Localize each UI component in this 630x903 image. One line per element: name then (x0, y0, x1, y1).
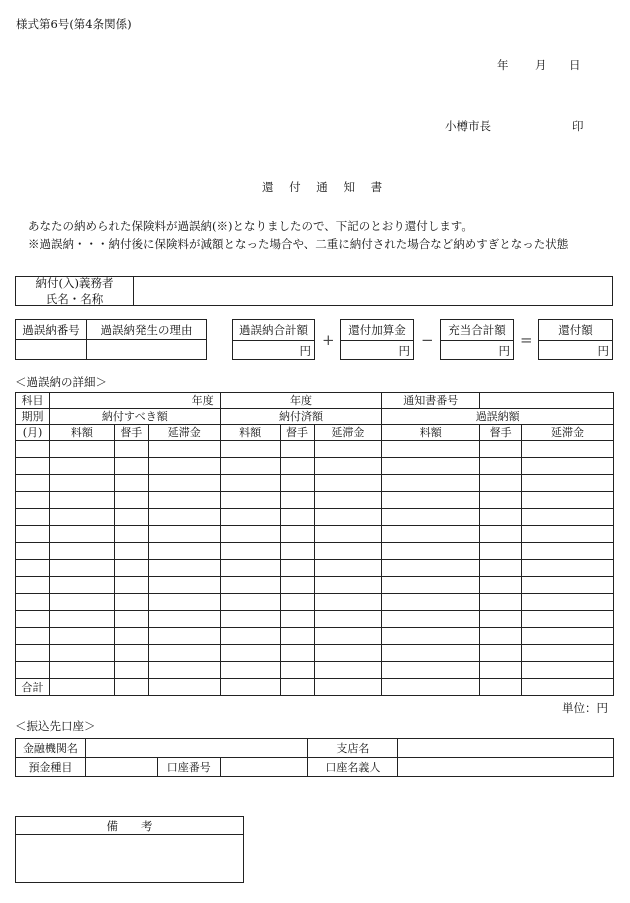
seal-label: 印 (572, 119, 584, 133)
detail-cell[interactable] (382, 492, 480, 509)
detail-cell[interactable] (480, 526, 522, 543)
detail-row (16, 475, 614, 492)
detail-cell[interactable] (49, 441, 114, 458)
detail-cell[interactable] (114, 458, 148, 475)
detail-cell[interactable] (480, 628, 522, 645)
detail-cell[interactable] (382, 458, 480, 475)
detail-cell[interactable] (220, 441, 280, 458)
detail-cell[interactable] (220, 611, 280, 628)
month-label: 月 (535, 58, 547, 72)
detail-cell[interactable] (114, 594, 148, 611)
detail-cell[interactable] (114, 560, 148, 577)
period-label: 期別 (16, 409, 50, 425)
detail-cell[interactable] (480, 543, 522, 560)
detail-cell[interactable] (314, 441, 382, 458)
remarks-box (15, 816, 244, 883)
detail-cell[interactable] (382, 441, 480, 458)
due-amount-header: 納付すべき額 (49, 409, 220, 425)
remarks-label: 備 考 (16, 817, 243, 835)
bank-branch-label: 支店名 (308, 739, 398, 758)
detail-cell[interactable] (522, 492, 614, 509)
detail-row (16, 526, 614, 543)
detail-cell[interactable] (16, 645, 50, 662)
intro-line-1: あなたの納められた保険料が過誤納(※)となりましたので、下記のとおり還付します。 (28, 219, 473, 233)
detail-cell[interactable] (280, 509, 314, 526)
detail-cell[interactable] (382, 594, 480, 611)
detail-cell[interactable] (49, 526, 114, 543)
appropriation-total-label: 充当合計額 (441, 320, 513, 341)
total-cell[interactable] (280, 679, 314, 696)
detail-cell[interactable] (280, 577, 314, 594)
detail-cell[interactable] (522, 509, 614, 526)
detail-cell[interactable] (114, 492, 148, 509)
detail-cell[interactable] (114, 628, 148, 645)
detail-cell[interactable] (114, 509, 148, 526)
detail-cell[interactable] (148, 543, 220, 560)
detail-cell[interactable] (220, 560, 280, 577)
intro-line-2: ※過誤納・・・納付後に保険料が減額となった場合や、二重に納付された場合など納めすぎとなった状態 (28, 237, 569, 251)
fiscal-year-2[interactable]: 年度 (220, 393, 382, 409)
detail-row (16, 611, 614, 628)
detail-cell[interactable] (114, 645, 148, 662)
detail-row (16, 458, 614, 475)
detail-cell[interactable] (220, 543, 280, 560)
detail-row (16, 594, 614, 611)
total-cell[interactable] (480, 679, 522, 696)
detail-cell[interactable] (16, 628, 50, 645)
detail-cell[interactable] (148, 560, 220, 577)
detail-cell[interactable] (382, 611, 480, 628)
detail-cell[interactable] (314, 645, 382, 662)
paid-late-col: 延滞金 (314, 425, 382, 441)
detail-row (16, 441, 614, 458)
obligor-label-line2: 氏名・名称 (45, 292, 104, 306)
detail-cell[interactable] (16, 526, 50, 543)
detail-cell[interactable] (480, 458, 522, 475)
due-amount-col: 料額 (49, 425, 114, 441)
detail-cell[interactable] (16, 594, 50, 611)
detail-cell[interactable] (148, 509, 220, 526)
detail-cell[interactable] (314, 509, 382, 526)
detail-cell[interactable] (314, 543, 382, 560)
detail-cell[interactable] (522, 577, 614, 594)
detail-cell[interactable] (522, 645, 614, 662)
detail-cell[interactable] (382, 509, 480, 526)
detail-row (16, 645, 614, 662)
form-number: 様式第6号(第4条関係) (16, 17, 132, 31)
due-reminder-col: 督手 (114, 425, 148, 441)
detail-cell[interactable] (280, 458, 314, 475)
detail-cell[interactable] (480, 611, 522, 628)
detail-cell[interactable] (480, 475, 522, 492)
account-holder-field[interactable] (398, 758, 614, 777)
detail-cell[interactable] (148, 492, 220, 509)
detail-cell[interactable] (522, 526, 614, 543)
overpayment-number-box (15, 319, 207, 360)
detail-cell[interactable] (16, 492, 50, 509)
detail-cell[interactable] (16, 577, 50, 594)
detail-cell[interactable] (314, 458, 382, 475)
detail-cell[interactable] (314, 662, 382, 679)
detail-cell[interactable] (314, 611, 382, 628)
detail-cell[interactable] (16, 611, 50, 628)
bank-institution-label: 金融機関名 (16, 739, 86, 758)
detail-cell[interactable] (16, 475, 50, 492)
overpayment-reason-field[interactable] (87, 340, 206, 359)
obligor-label-line1: 納付(入)義務者 (35, 276, 114, 290)
detail-cell[interactable] (314, 526, 382, 543)
detail-cell[interactable] (49, 458, 114, 475)
detail-cell[interactable] (314, 560, 382, 577)
detail-cell[interactable] (114, 611, 148, 628)
account-number-field[interactable] (220, 758, 308, 777)
detail-cell[interactable] (480, 509, 522, 526)
refund-amount-label: 還付額 (539, 320, 612, 341)
detail-cell[interactable] (480, 492, 522, 509)
detail-cell[interactable] (16, 560, 50, 577)
bank-institution-field[interactable] (85, 739, 308, 758)
detail-cell[interactable] (314, 594, 382, 611)
obligor-label (16, 277, 134, 305)
detail-cell[interactable] (522, 543, 614, 560)
overpayment-number-field[interactable] (16, 340, 87, 359)
detail-cell[interactable] (148, 458, 220, 475)
detail-cell[interactable] (148, 645, 220, 662)
obligor-name-field[interactable] (134, 277, 612, 305)
detail-cell[interactable] (114, 526, 148, 543)
detail-cell[interactable] (148, 475, 220, 492)
period-month-label: (月) (16, 425, 50, 441)
detail-cell[interactable] (114, 441, 148, 458)
detail-cell[interactable] (49, 560, 114, 577)
detail-cell[interactable] (480, 594, 522, 611)
bank-branch-field[interactable] (398, 739, 614, 758)
equals-sign: = (520, 331, 533, 349)
detail-cell[interactable] (314, 475, 382, 492)
detail-cell[interactable] (16, 458, 50, 475)
detail-cell[interactable] (148, 662, 220, 679)
overpaid-amount-header: 過誤納額 (382, 409, 614, 425)
total-cell[interactable] (114, 679, 148, 696)
detail-cell[interactable] (148, 441, 220, 458)
account-number-label: 口座番号 (157, 758, 220, 777)
detail-cell[interactable] (522, 458, 614, 475)
total-cell[interactable] (522, 679, 614, 696)
detail-cell[interactable] (16, 509, 50, 526)
detail-row (16, 509, 614, 526)
detail-cell[interactable] (382, 543, 480, 560)
detail-cell[interactable] (522, 475, 614, 492)
bank-table (15, 738, 614, 777)
detail-cell[interactable] (522, 594, 614, 611)
detail-cell[interactable] (49, 594, 114, 611)
detail-cell[interactable] (382, 526, 480, 543)
detail-cell[interactable] (280, 492, 314, 509)
notice-number-field[interactable] (480, 393, 614, 409)
detail-cell[interactable] (280, 543, 314, 560)
detail-cell[interactable] (220, 509, 280, 526)
detail-cell[interactable] (382, 475, 480, 492)
bank-section-title: ＜振込先口座＞ (15, 719, 96, 733)
detail-cell[interactable] (382, 628, 480, 645)
detail-cell[interactable] (522, 662, 614, 679)
total-cell[interactable] (148, 679, 220, 696)
detail-cell[interactable] (280, 475, 314, 492)
remarks-field[interactable] (16, 835, 243, 882)
detail-cell[interactable] (314, 628, 382, 645)
detail-cell[interactable] (49, 611, 114, 628)
detail-cell[interactable] (220, 594, 280, 611)
unit-label: 単位：円 (562, 701, 608, 715)
notice-number-label: 通知書番号 (382, 393, 480, 409)
over-late-col: 延滞金 (522, 425, 614, 441)
total-cell[interactable] (314, 679, 382, 696)
detail-cell[interactable] (220, 645, 280, 662)
detail-cell[interactable] (280, 611, 314, 628)
document-title: 還 付 通 知 書 (262, 180, 389, 194)
overpayment-total-label: 過誤納合計額 (233, 320, 314, 341)
detail-row (16, 492, 614, 509)
detail-cell[interactable] (220, 577, 280, 594)
detail-cell[interactable] (49, 662, 114, 679)
plus-sign: + (322, 331, 335, 349)
mayor-label: 小樽市長 (445, 119, 491, 133)
detail-cell[interactable] (480, 645, 522, 662)
fiscal-year-1[interactable]: 年度 (49, 393, 220, 409)
total-cell[interactable] (49, 679, 114, 696)
detail-cell[interactable] (480, 560, 522, 577)
detail-cell[interactable] (280, 526, 314, 543)
detail-row (16, 628, 614, 645)
detail-cell[interactable] (280, 441, 314, 458)
detail-cell[interactable] (314, 492, 382, 509)
over-reminder-col: 督手 (480, 425, 522, 441)
detail-cell[interactable] (382, 662, 480, 679)
paid-reminder-col: 督手 (280, 425, 314, 441)
detail-cell[interactable] (49, 509, 114, 526)
detail-cell[interactable] (220, 526, 280, 543)
overpayment-total-yen[interactable]: 円 (299, 344, 311, 358)
detail-cell[interactable] (16, 441, 50, 458)
detail-row (16, 577, 614, 594)
obligor-box (15, 276, 613, 306)
detail-cell[interactable] (49, 577, 114, 594)
detail-cell[interactable] (382, 560, 480, 577)
detail-cell[interactable] (280, 560, 314, 577)
detail-cell[interactable] (220, 475, 280, 492)
detail-cell[interactable] (480, 577, 522, 594)
detail-cell[interactable] (382, 577, 480, 594)
total-cell[interactable] (382, 679, 480, 696)
detail-cell[interactable] (114, 475, 148, 492)
detail-cell[interactable] (114, 543, 148, 560)
year-label: 年 (497, 58, 509, 72)
paid-amount-col: 料額 (220, 425, 280, 441)
detail-cell[interactable] (220, 492, 280, 509)
deposit-type-label: 預金種目 (16, 758, 86, 777)
refund-addition-yen[interactable]: 円 (398, 344, 410, 358)
overpayment-number-label: 過誤納番号 (16, 320, 87, 340)
total-cell[interactable] (220, 679, 280, 696)
detail-row (16, 662, 614, 679)
overpayment-total-box (232, 319, 315, 360)
detail-row (16, 560, 614, 577)
detail-cell[interactable] (522, 611, 614, 628)
appropriation-total-box (440, 319, 514, 360)
detail-cell[interactable] (220, 458, 280, 475)
detail-cell[interactable] (114, 662, 148, 679)
detail-cell[interactable] (148, 628, 220, 645)
detail-cell[interactable] (49, 475, 114, 492)
details-section-title: ＜過誤納の詳細＞ (15, 375, 107, 389)
due-late-col: 延滞金 (148, 425, 220, 441)
account-holder-label: 口座名義人 (308, 758, 398, 777)
refund-addition-label: 還付加算金 (341, 320, 413, 341)
refund-amount-yen[interactable]: 円 (597, 344, 609, 358)
detail-cell[interactable] (280, 662, 314, 679)
detail-cell[interactable] (16, 543, 50, 560)
detail-cell[interactable] (16, 662, 50, 679)
paid-amount-header: 納付済額 (220, 409, 382, 425)
refund-addition-box (340, 319, 414, 360)
detail-cell[interactable] (49, 645, 114, 662)
detail-cell[interactable] (114, 577, 148, 594)
detail-cell[interactable] (148, 577, 220, 594)
detail-cell[interactable] (522, 628, 614, 645)
deposit-type-field[interactable] (85, 758, 157, 777)
detail-cell[interactable] (148, 526, 220, 543)
minus-sign: − (421, 331, 434, 349)
detail-cell[interactable] (280, 594, 314, 611)
detail-cell[interactable] (280, 645, 314, 662)
detail-cell[interactable] (49, 492, 114, 509)
refund-amount-box (538, 319, 613, 360)
detail-cell[interactable] (280, 628, 314, 645)
detail-cell[interactable] (148, 594, 220, 611)
detail-cell[interactable] (314, 577, 382, 594)
appropriation-total-yen[interactable]: 円 (498, 344, 510, 358)
detail-cell[interactable] (148, 611, 220, 628)
detail-cell[interactable] (49, 628, 114, 645)
total-row-label: 合計 (16, 679, 50, 696)
detail-row (16, 543, 614, 560)
detail-cell[interactable] (522, 560, 614, 577)
detail-cell[interactable] (522, 441, 614, 458)
detail-cell[interactable] (480, 441, 522, 458)
detail-cell[interactable] (382, 645, 480, 662)
overpayment-reason-label: 過誤納発生の理由 (87, 320, 206, 340)
day-label: 日 (569, 58, 581, 72)
detail-cell[interactable] (480, 662, 522, 679)
over-amount-col: 料額 (382, 425, 480, 441)
detail-cell[interactable] (220, 662, 280, 679)
detail-cell[interactable] (220, 628, 280, 645)
subject-label: 科目 (16, 393, 50, 409)
detail-cell[interactable] (49, 543, 114, 560)
details-table (15, 392, 614, 696)
